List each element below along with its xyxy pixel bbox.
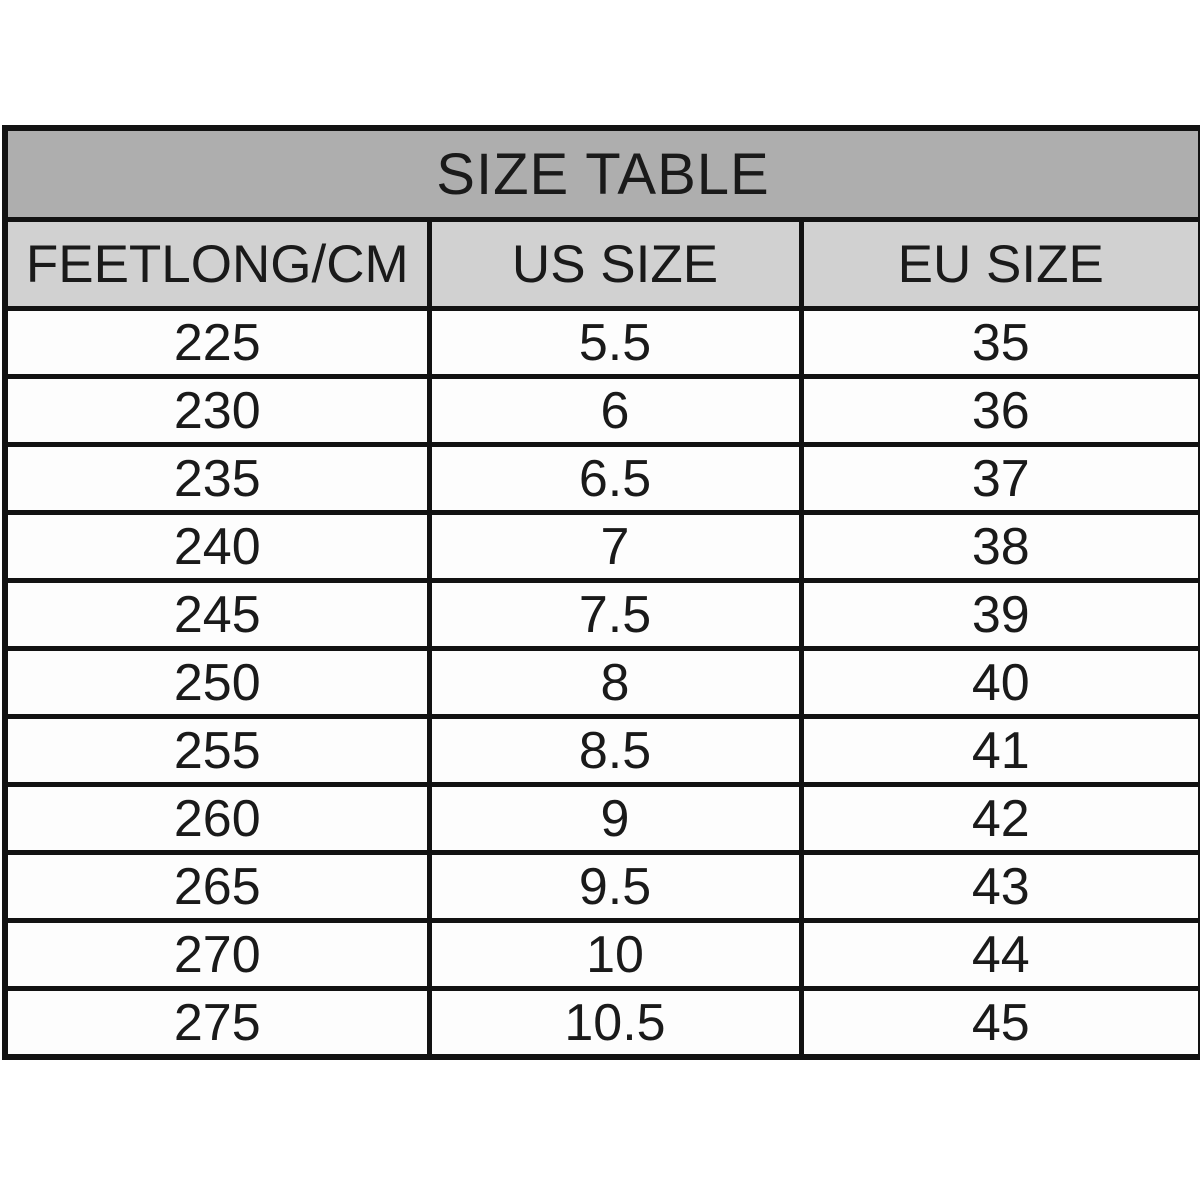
table-cell-feetlong: 260: [5, 785, 429, 853]
table-cell-eu-size: 38: [801, 513, 1200, 581]
size-table: [2, 125, 1200, 1060]
table-cell-us-size: 10.5: [429, 989, 801, 1058]
table-cell-feetlong: 230: [5, 377, 429, 445]
column-header-feetlong-cm: FEETLONG/CM: [5, 220, 429, 309]
table-cell-us-size: 5.5: [429, 309, 801, 377]
table-cell-eu-size: 41: [801, 717, 1200, 785]
table-cell-us-size: 9.5: [429, 853, 801, 921]
table-row: [5, 581, 1200, 649]
table-cell-feetlong: 225: [5, 309, 429, 377]
table-row: [5, 717, 1200, 785]
table-cell-us-size: 7.5: [429, 581, 801, 649]
table-cell-feetlong: 270: [5, 921, 429, 989]
table-cell-eu-size: 43: [801, 853, 1200, 921]
table-cell-us-size: 7: [429, 513, 801, 581]
table-cell-eu-size: 40: [801, 649, 1200, 717]
table-cell-feetlong: 245: [5, 581, 429, 649]
table-cell-us-size: 10: [429, 921, 801, 989]
table-cell-eu-size: 45: [801, 989, 1200, 1058]
table-cell-us-size: 9: [429, 785, 801, 853]
table-row: [5, 649, 1200, 717]
table-cell-eu-size: 39: [801, 581, 1200, 649]
header-row: [5, 220, 1200, 309]
table-row: [5, 989, 1200, 1058]
table-row: [5, 309, 1200, 377]
table-cell-us-size: 6: [429, 377, 801, 445]
table-cell-feetlong: 235: [5, 445, 429, 513]
table-row: [5, 513, 1200, 581]
table-row: [5, 377, 1200, 445]
table-cell-feetlong: 240: [5, 513, 429, 581]
table-cell-eu-size: 37: [801, 445, 1200, 513]
table-title: SIZE TABLE: [5, 128, 1200, 220]
table-cell-eu-size: 42: [801, 785, 1200, 853]
table-cell-feetlong: 255: [5, 717, 429, 785]
table-cell-us-size: 8.5: [429, 717, 801, 785]
table-cell-feetlong: 265: [5, 853, 429, 921]
column-header-us-size: US SIZE: [429, 220, 801, 309]
table-cell-us-size: 6.5: [429, 445, 801, 513]
table-cell-eu-size: 44: [801, 921, 1200, 989]
table-row: [5, 853, 1200, 921]
table-row: [5, 445, 1200, 513]
title-row: [5, 128, 1200, 220]
table-cell-feetlong: 250: [5, 649, 429, 717]
table-cell-us-size: 8: [429, 649, 801, 717]
table-row: [5, 785, 1200, 853]
table-row: [5, 921, 1200, 989]
column-header-eu-size: EU SIZE: [801, 220, 1200, 309]
table-cell-eu-size: 35: [801, 309, 1200, 377]
table-cell-eu-size: 36: [801, 377, 1200, 445]
table-cell-feetlong: 275: [5, 989, 429, 1058]
